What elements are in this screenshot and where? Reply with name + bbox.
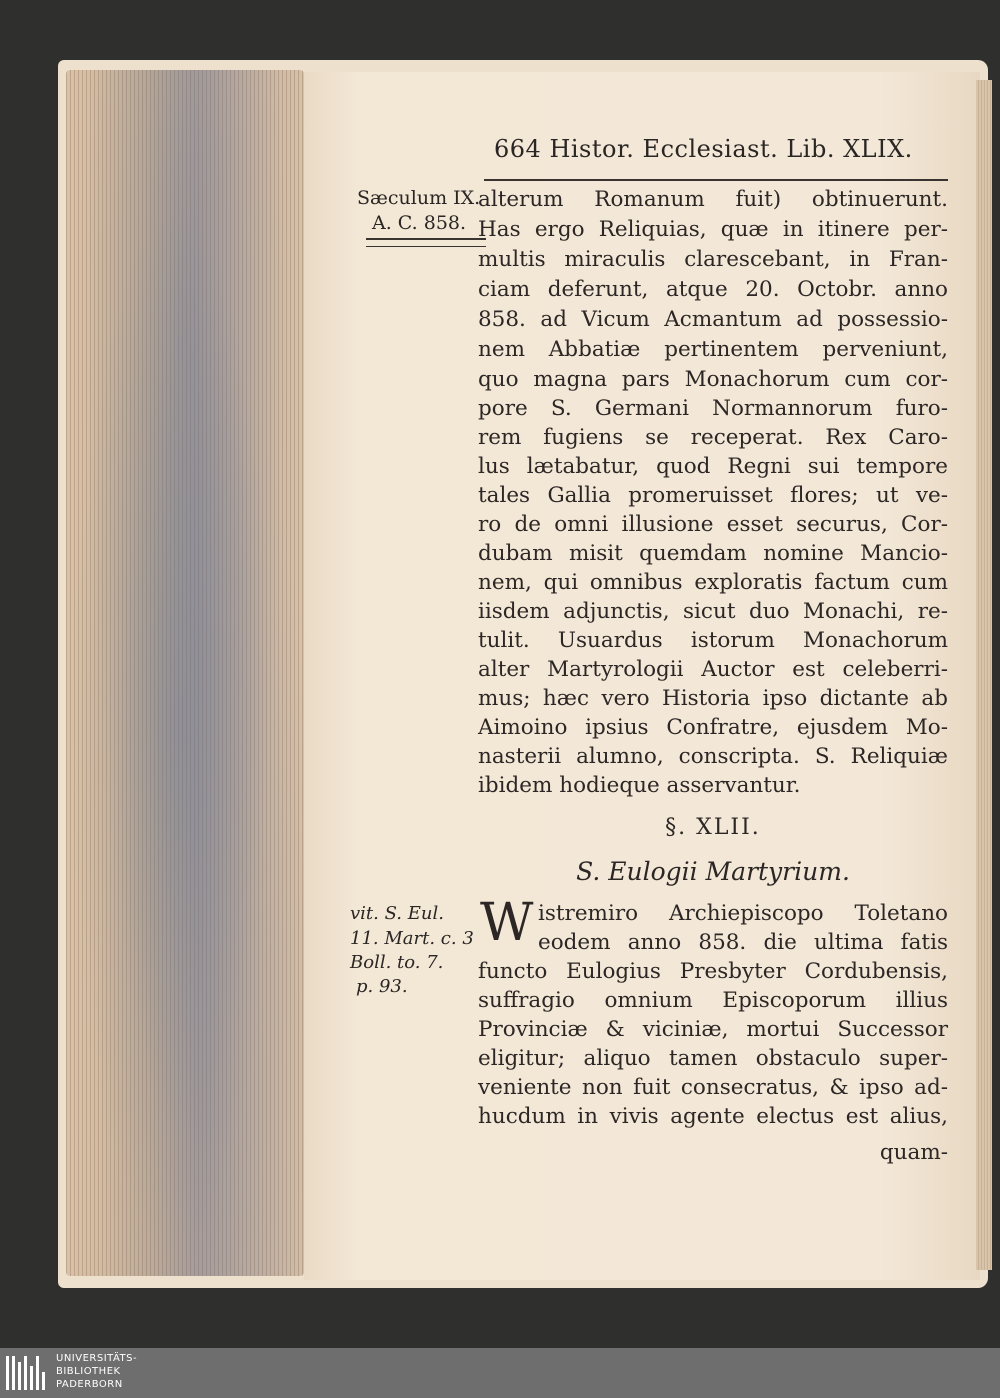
margin-rule-2 (366, 246, 486, 247)
margin-note-anno: A. C. 858. (372, 212, 467, 234)
text-line: ciam deferunt, atque 20. Octobr. anno (478, 277, 948, 302)
footer-line: BIBLIOTHEK (56, 1366, 121, 1377)
text-line: hucdum in vivis agente electus est alius, (478, 1104, 948, 1129)
text-line: alter Martyrologii Auctor est celeberri- (478, 657, 948, 682)
text-line: functo Eulogius Presbyter Cordubensis, (478, 959, 948, 984)
text-line: veniente non fuit consecratus, & ipso ad- (478, 1075, 948, 1100)
section-number: §. XLII. (665, 815, 761, 840)
text-line: quo magna pars Monachorum cum cor- (478, 367, 948, 392)
margin-ref-3: Boll. to. 7. (350, 952, 444, 973)
margin-ref-2: 11. Mart. c. 3 (350, 928, 474, 949)
text-line: Has ergo Reliquias, quæ in itinere per- (478, 217, 948, 242)
right-page-edge (976, 80, 992, 1270)
marbled-edge (66, 70, 304, 1276)
text-line: iisdem adjunctis, sicut duo Monachi, re- (478, 599, 948, 624)
text-line: eligitur; aliquo tamen obstaculo super- (478, 1046, 948, 1071)
footer-line: PADERBORN (56, 1379, 123, 1390)
margin-ref-4: p. 93. (356, 976, 408, 997)
section-title: S. Eulogii Martyrium. (576, 857, 850, 886)
margin-note-saeculum: Sæculum IX. (357, 187, 481, 209)
margin-ref-1: vit. S. Eul. (350, 903, 444, 924)
text-line: pore S. Germani Normannorum furo- (478, 396, 948, 421)
footer-label (56, 1352, 137, 1391)
catchword: quam- (879, 1140, 948, 1165)
text-line: nem Abbatiæ pertinentem perveniunt, (478, 337, 948, 362)
text-line: mus; hæc vero Historia ipso dictante ab (478, 686, 948, 711)
text-line: istremiro Archiepiscopo Toletano (538, 901, 948, 926)
page-edges (66, 70, 304, 1276)
text-line: multis miraculis clarescebant, in Fran- (478, 247, 948, 272)
footer-bar (0, 1348, 1000, 1398)
text-line: lus lætabatur, quod Regni sui tempore (478, 454, 948, 479)
text-line: dubam misit quemdam nomine Mancio- (478, 541, 948, 566)
text-line: rem fugiens se receperat. Rex Caro- (478, 425, 948, 450)
footer-line: UNIVERSITÄTS- (56, 1353, 138, 1364)
drop-capital: W (480, 893, 534, 953)
text-line: alterum Romanum fuit) obtinuerunt. (478, 187, 948, 212)
text-line: Provinciæ & viciniæ, mortui Successor (478, 1017, 948, 1042)
margin-rule-1 (366, 238, 486, 240)
text-line: suffragio omnium Episcoporum illius (478, 988, 948, 1013)
text-line: 858. ad Vicum Acmantum ad possessio- (478, 307, 948, 332)
text-line: nem, qui omnibus exploratis factum cum (478, 570, 948, 595)
text-line: tales Gallia promeruisset flores; ut ve- (478, 483, 948, 508)
head-rule (484, 179, 948, 181)
text-line: nasterii alumno, conscripta. S. Reliquiæ (478, 744, 948, 769)
text-line: ro de omni illusione esset securus, Cor- (478, 512, 948, 537)
library-logo-icon (4, 1352, 48, 1394)
running-head: 664 Histor. Ecclesiast. Lib. XLIX. (494, 135, 913, 163)
text-line: ibidem hodieque asservantur. (478, 773, 801, 798)
text-line: eodem anno 858. die ultima fatis (538, 930, 948, 955)
text-line: tulit. Usuardus istorum Monachorum (478, 628, 948, 653)
text-line: Aimoino ipsius Confratre, ejusdem Mo- (478, 715, 948, 740)
